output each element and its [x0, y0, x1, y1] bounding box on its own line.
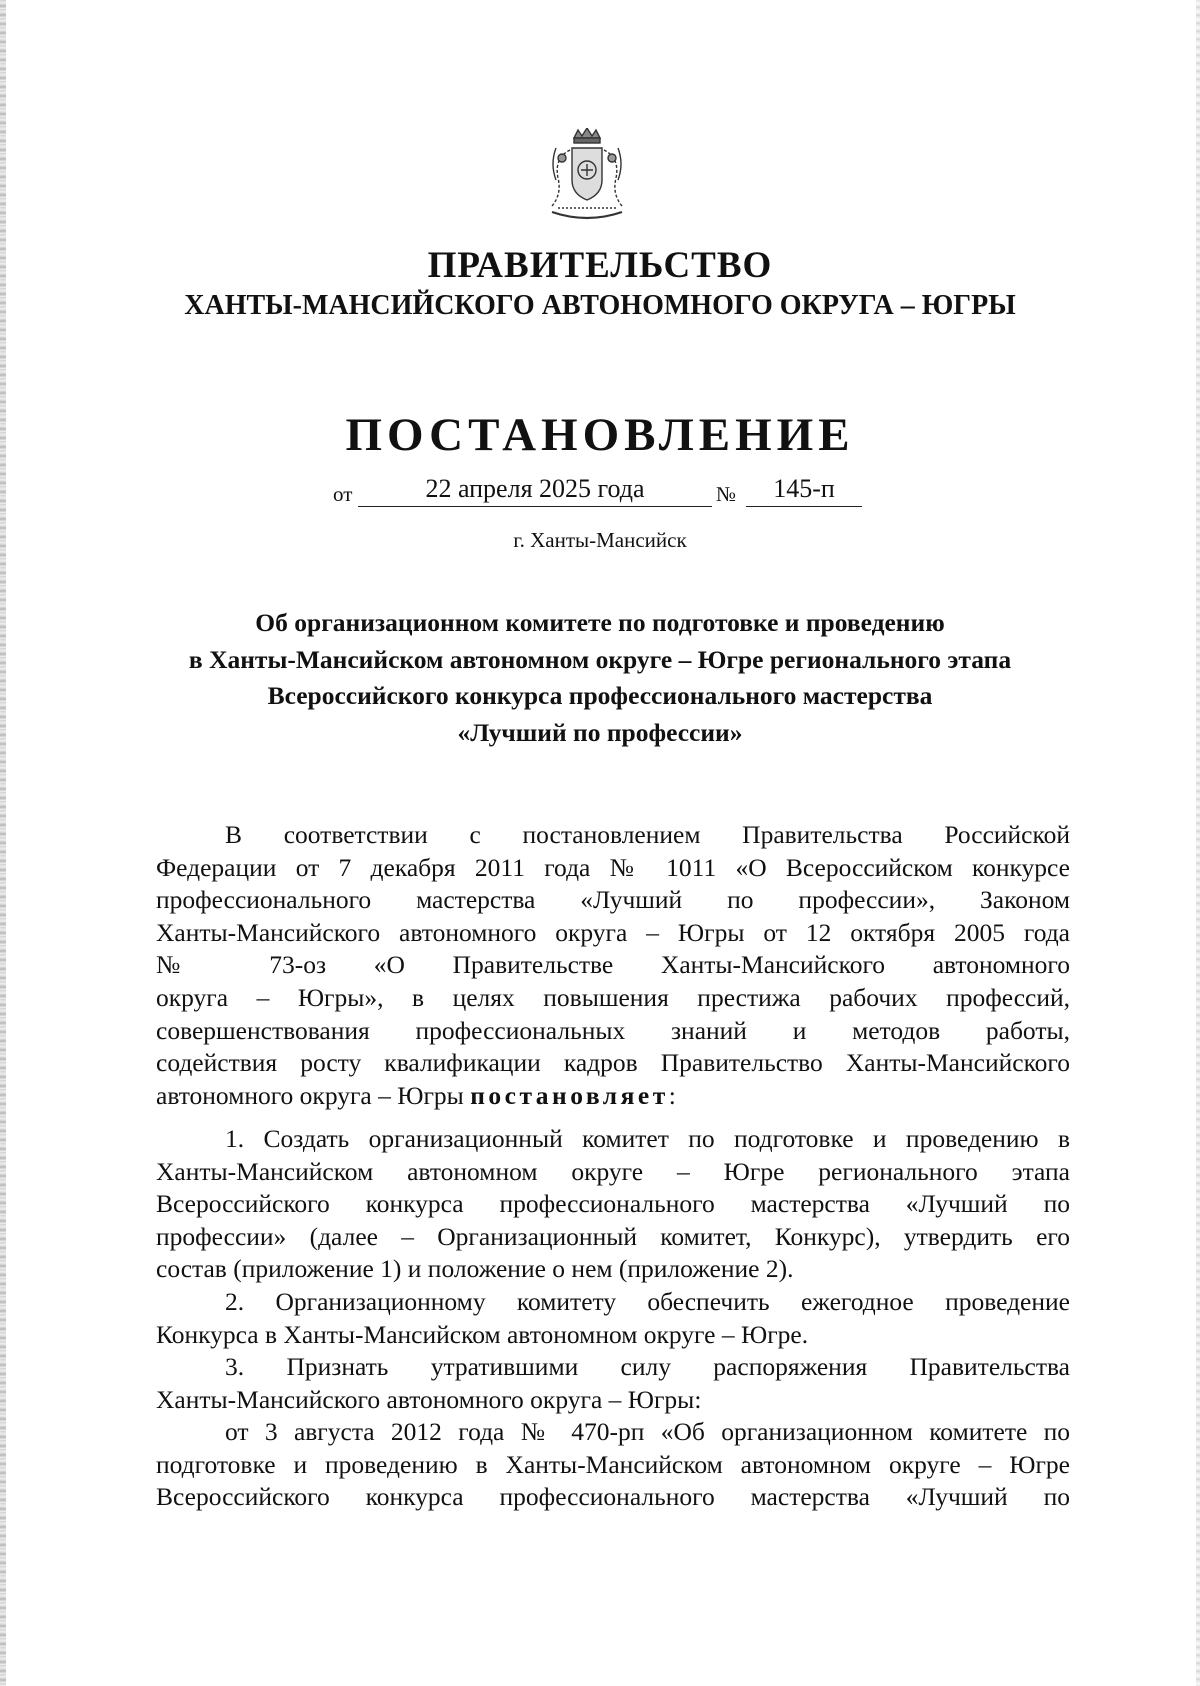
date-number-line — [0, 474, 1200, 510]
title-line: в Ханты-Мансийском автономном округе – Югре регионального этапа — [188, 644, 1012, 674]
text-line: Всероссийского конкурса профессионального мастерства «Лучший по — [156, 1189, 1070, 1219]
text-line: от 3 августа 2012 года № 470-рп «Об организационном комитете по — [225, 1417, 1070, 1446]
text-line: Ханты-Мансийском автономном округе – Югре регионального этапа — [156, 1156, 1070, 1186]
item-2 — [156, 1286, 1070, 1351]
text-line: В соответствии с постановлением Правительства Российской — [225, 820, 1070, 849]
item-3 — [156, 1351, 1070, 1416]
text-line: Всероссийского конкурса профессионального мастерства «Лучший по — [156, 1482, 1070, 1512]
text-line: Ханты-Мансийского автономного округа – Югры от 12 октября 2005 года — [156, 917, 1070, 947]
title-line: «Лучший по профессии» — [457, 717, 743, 747]
decree-word: постановляет — [470, 1080, 669, 1110]
text-line: профессионального мастерства «Лучший по профессии», Законом — [156, 885, 1070, 915]
text-line: № 73-оз «О Правительстве Ханты-Мансийского автономного — [156, 950, 1070, 980]
text-line: подготовке и проведению в Ханты-Мансийском автономном округе – Югре — [156, 1449, 1070, 1479]
text-line: 3. Признать утратившими силу распоряжения Правительства — [225, 1352, 1070, 1381]
text-line: состав (приложение 1) и положение о нем (приложение 2). — [156, 1254, 794, 1284]
text-line: Федерации от 7 декабря 2011 года № 1011 «О Всероссийском конкурсе — [156, 852, 1070, 882]
title-line: Всероссийского конкурса профессионального мастерства — [267, 681, 933, 710]
date-label: от — [333, 482, 353, 506]
number-label: № — [716, 482, 737, 506]
org-name-line2: ХАНТЫ-МАНСИЙСКОГО АВТОНОМНОГО ОКРУГА – ЮГРЫ — [184, 290, 1016, 321]
text-line: округа – Югры», в целях повышения престижа рабочих профессий, — [156, 982, 1070, 1012]
org-name-line1: ПРАВИТЕЛЬСТВО — [427, 245, 773, 286]
document-title — [130, 605, 1070, 751]
text-line: 2. Организационному комитету обеспечить ежегодное проведение — [225, 1287, 1070, 1316]
city: г. Ханты-Мансийск — [513, 528, 687, 552]
title-line: Об организационном комитете по подготовке и проведению — [255, 608, 945, 637]
decree-colon: : — [668, 1080, 676, 1110]
text-line: совершенствования профессиональных знаний и методов работы, — [156, 1015, 1070, 1045]
preamble — [156, 819, 1070, 1112]
document-type: ПОСТАНОВЛЕНИЕ — [345, 409, 855, 461]
text-line: Ханты-Мансийского автономного округа – Югры: — [156, 1384, 702, 1414]
item-1 — [156, 1123, 1070, 1286]
number-value: 145-п — [746, 474, 862, 507]
coat-of-arms-icon — [544, 128, 630, 228]
item-3-subitem — [156, 1416, 1070, 1514]
text-line: Конкурса в Ханты-Мансийском автономном округе – Югре. — [156, 1319, 809, 1349]
text-line — [156, 1080, 1070, 1113]
preamble-last-prefix: автономного округа – Югры — [156, 1080, 471, 1110]
text-line: профессии» (далее – Организационный комитет, Конкурс), утвердить его — [156, 1221, 1070, 1251]
text-line: содействия росту квалификации кадров Правительство Ханты-Мансийского — [156, 1048, 1070, 1078]
text-line: 1. Создать организационный комитет по подготовке и проведению в — [225, 1124, 1070, 1153]
date-value: 22 апреля 2025 года — [358, 474, 712, 507]
